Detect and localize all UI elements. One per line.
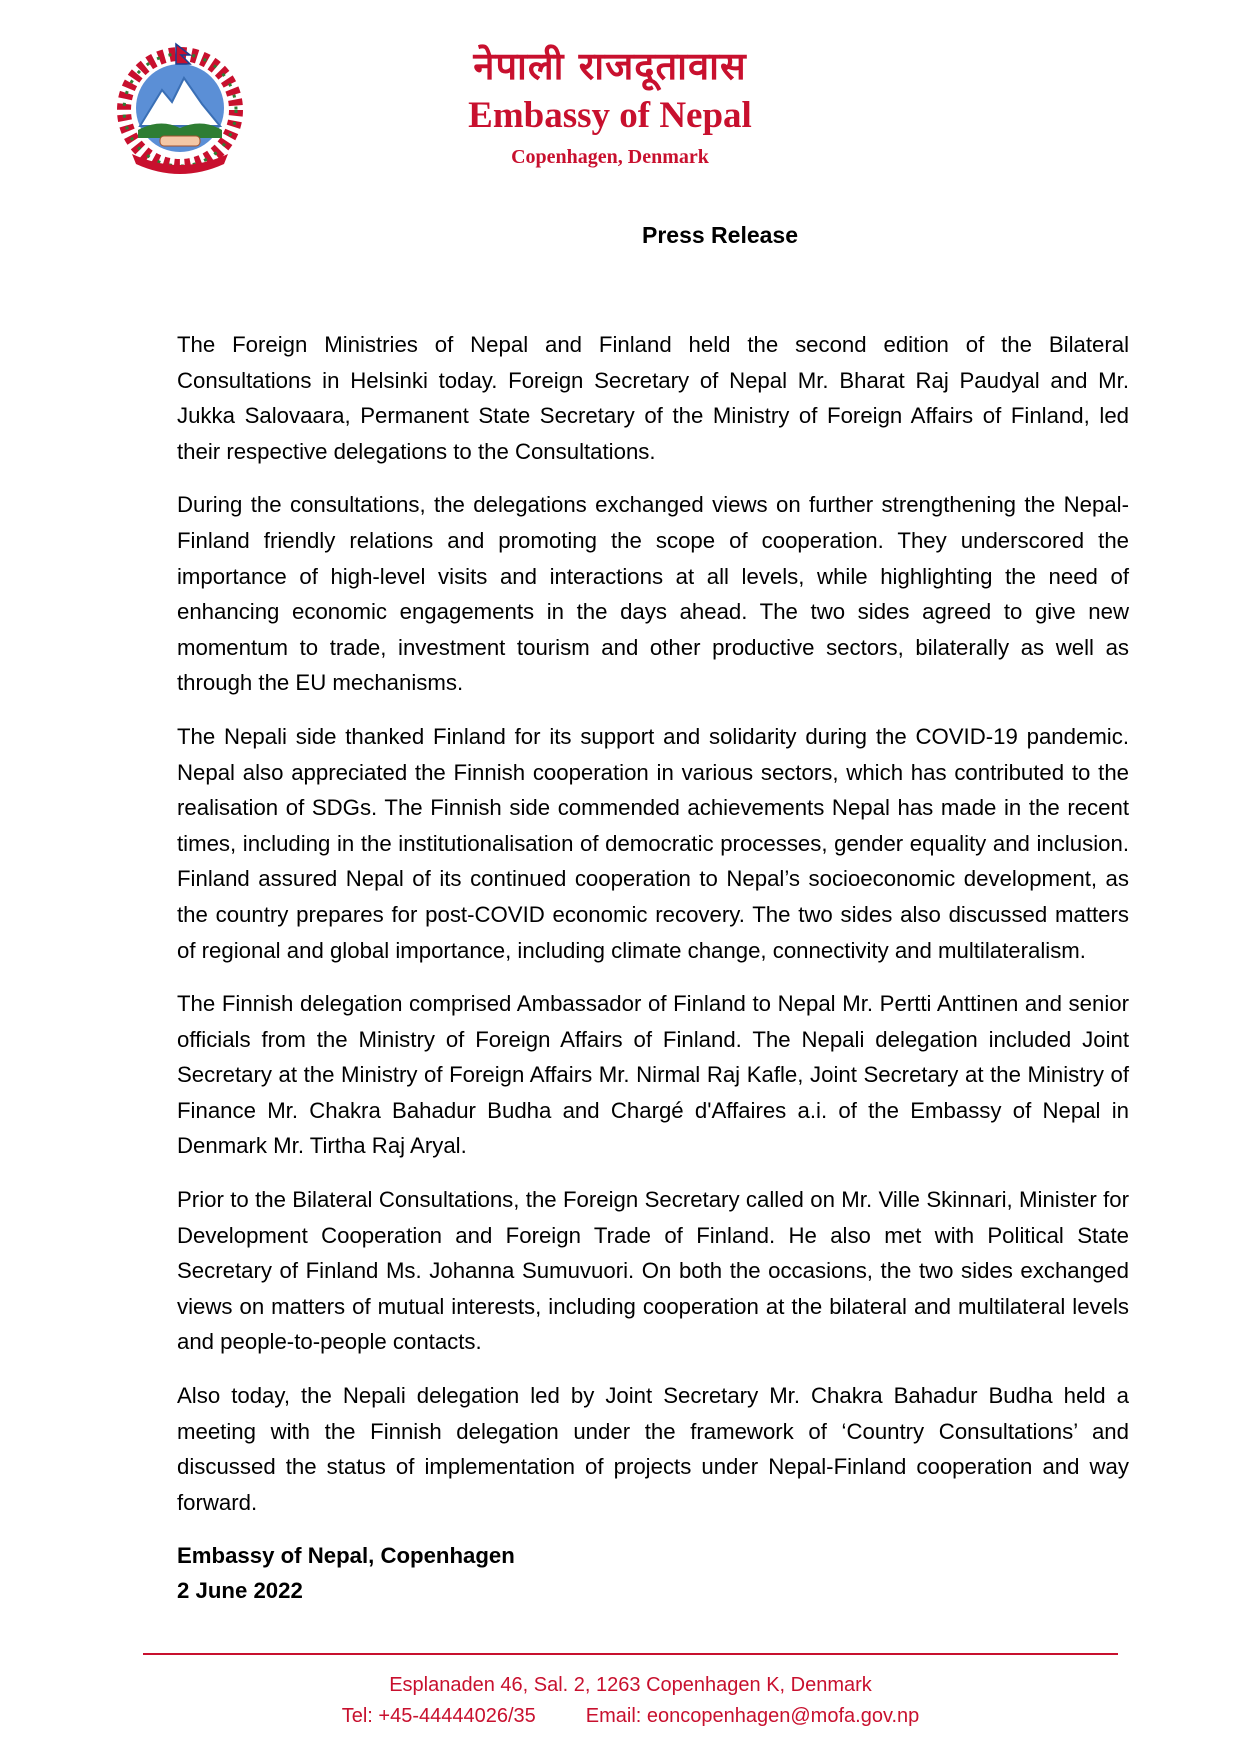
footer-email[interactable]: Email: eoncopenhagen@mofa.gov.np [585,1705,920,1727]
paragraph-5: Prior to the Bilateral Consultations, the Foreign Secretary called on Mr. Ville Skinnari, Minister for Development Cooperation and Foreign Trade of Finland. He also met with Political State Secretary of Finland Ms. Johanna Sumuvuori. On both the occasions, the two sides exchanged views on matters of mutual interests, including cooperation at the bilateral and multilateral levels and people-to-people contacts. [177,1187,1129,1355]
paragraph-4: The Finnish delegation comprised Ambassador of Finland to Nepal Mr. Pertti Anttinen and senior officials from the Ministry of Foreign Affairs of Finland. The Nepali delegation included Joint Secretary at the Ministry of Foreign Affairs Mr. Nirmal Raj Kafle, Joint Secretary at the Ministry of Finance Mr. Chakra Bahadur Budha and Chargé d'Affaires a.i. of the Embassy of Nepal in Denmark Mr. Tirtha Raj Aryal. [177,991,1129,1159]
paragraph-3: The Nepali side thanked Finland for its support and solidarity during the COVID-19 pandemic. Nepal also appreciated the Finnish cooperation in various sectors, which has contributed to the realisation of SDGs. The Finnish side commended achievements Nepal has made in the recent times, including in the institutionalisation of democratic processes, gender equality and inclusion. Finland assured Nepal of its continued cooperation to Nepal’s socioeconomic development, as the country prepares for post-COVID economic recovery. The two sides also discussed matters of regional and global importance, including climate change, connectivity and multilateralism. [177,723,1129,963]
paragraph-1: The Foreign Ministries of Nepal and Finland held the second edition of the Bilateral Consultations in Helsinki today. Foreign Secretary of Nepal Mr. Bharat Raj Paudyal and Mr. Jukka Salovaara, Permanent State Secretary of the Ministry of Foreign Affairs of Finland, led their respective delegations to the Consultations. [177,332,1129,464]
release-date: 2 June 2022 [177,1578,303,1604]
signature-line: Embassy of Nepal, Copenhagen [177,1543,515,1569]
embassy-native-name: नेपाली राजदूतावास [473,44,747,88]
footer-contact [143,1701,1118,1732]
footer [143,1670,1118,1732]
embassy-name: Embassy of Nepal [468,95,752,136]
document-body [177,327,1129,1608]
document-title: Press Release [641,222,798,248]
embassy-city: Copenhagen, Denmark [511,146,709,168]
footer-address: Esplanaden 46, Sal. 2, 1263 Copenhagen K, Denmark [389,1674,872,1696]
letterhead [380,40,840,172]
paragraph-6: Also today, the Nepali delegation led by Joint Secretary Mr. Chakra Bahadur Budha held a meeting with the Finnish delegation under the framework of ‘Country Consultations’ and discussed the status of implementation of projects under Nepal-Finland cooperation and way forward. [177,1383,1129,1515]
nepal-emblem-icon [110,38,250,178]
footer-tel: Tel: +45-44444026/35 [341,1705,536,1727]
paragraph-2: During the consultations, the delegations exchanged views on further strengthening the Nepal-Finland friendly relations and promoting the scope of cooperation. They underscored the importance of high-level visits and interactions at all levels, while highlighting the need of enhancing economic engagements in the days ahead. The two sides agreed to give new momentum to trade, investment tourism and other productive sectors, bilaterally as well as through the EU mechanisms. [177,492,1129,696]
footer-divider [143,1653,1118,1655]
signature-block [177,1538,1129,1608]
